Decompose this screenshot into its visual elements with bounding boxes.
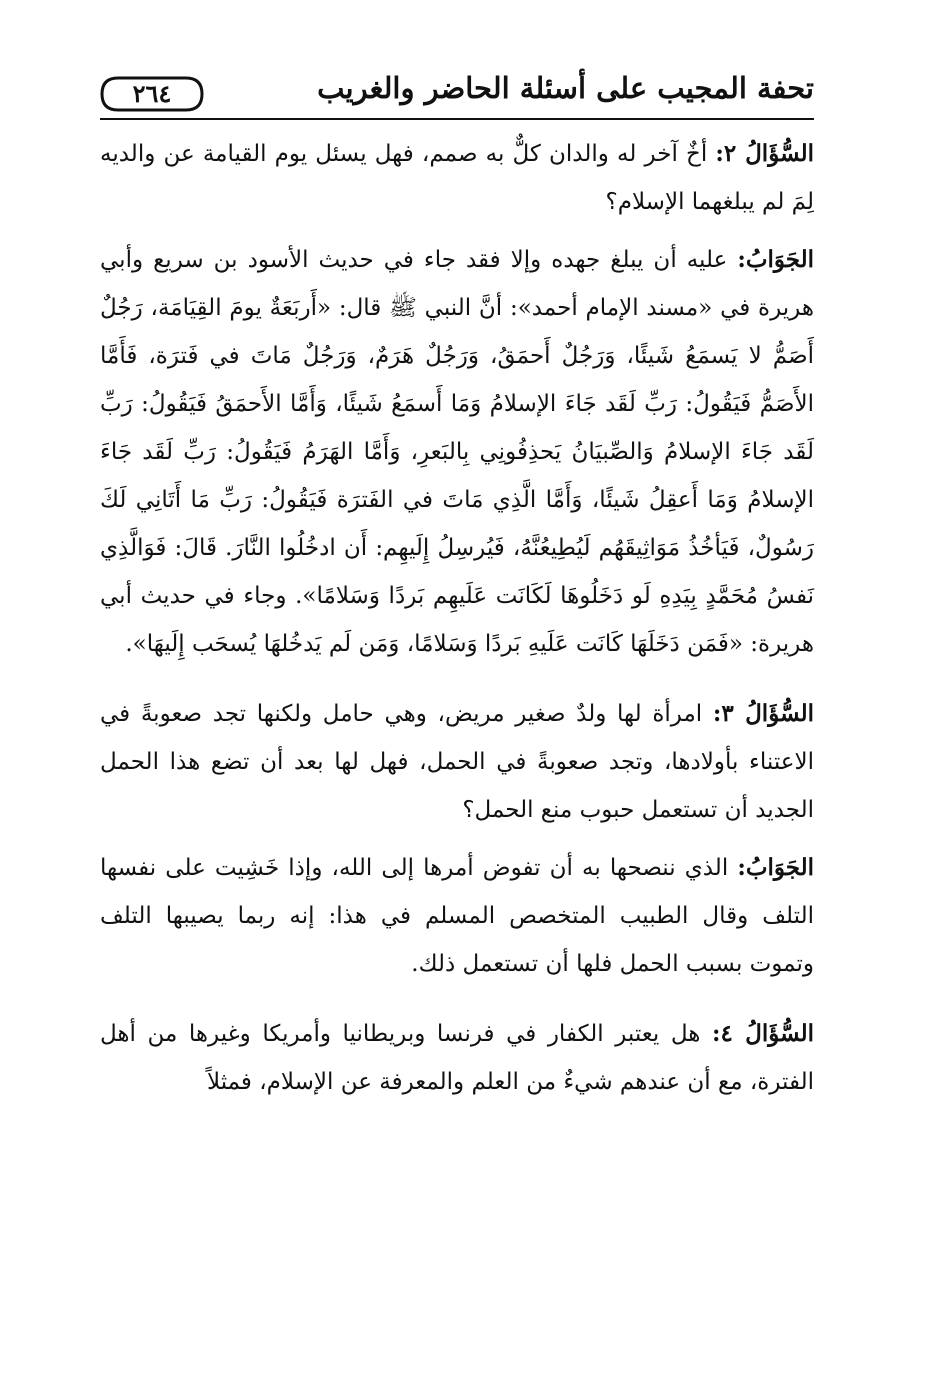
question-2 bbox=[100, 130, 814, 226]
question-text: هل يعتبر الكفار في فرنسا وبريطانيا وأمريكا وغيرها من أهل الفترة، مع أن عندهم شيءٌ من العلم والمعرفة عن الإسلام، فمثلاً bbox=[100, 1021, 814, 1095]
answer-text: الذي ننصحها به أن تفوض أمرها إلى الله، وإذا خَشِيت على نفسها التلف وقال الطبيب المتخصص المسلم في هذا: إنه ربما يصيبها التلف وتموت بسبب الحمل فلها أن تستعمل ذلك. bbox=[100, 855, 814, 977]
running-header bbox=[100, 62, 814, 122]
question-4 bbox=[100, 1010, 814, 1106]
question-label: السُّؤَالُ ٣: bbox=[712, 700, 814, 727]
answer-text: عليه أن يبلغ جهده وإلا فقد جاء في حديث الأسود بن سريع وأبي هريرة في «مسند الإمام أحمد»: أنَّ النبي ﷺ قال: «أَربَعَةٌ يومَ القِيَامَة، رَجُلٌ أَصَمُّ لا يَسمَعُ شَيئًا، وَرَجُلٌ أَحمَقُ، وَرَجُلٌ هَرَمٌ، وَرَجُلٌ مَاتَ في فَترَة، فَأَمَّا الأَصَمُّ فَيَقُولُ: رَبِّ لَقَد جَاءَ الإسلامُ وَمَا أَسمَعُ شَيئًا، وَأَمَّا الأَحمَقُ فَيَقُولُ: رَبِّ لَقَد جَاءَ الإسلامُ وَالصِّبيَانُ يَحذِفُونِي بِالبَعرِ، وَأَمَّا الهَرَمُ فَيَقُولُ: رَبِّ لَقَد جَاءَ الإسلامُ وَمَا أَعقِلُ شَيئًا، وَأَمَّا الَّذِي مَاتَ في الفَترَة فَيَقُولُ: رَبِّ مَا أَتَانِي لَكَ رَسُولٌ، فَيَأخُذُ مَوَاثِيقَهُم لَيُطِيعُنَّهُ، فَيُرسِلُ إِلَيهِم: أَن ادخُلُوا النَّارَ. قَالَ: فَوَالَّذِي نَفسُ مُحَمَّدٍ بِيَدِهِ لَو دَخَلُوهَا لَكَانَت عَلَيهِم بَردًا وَسَلامًا». وجاء في حديث أبي هريرة: «فَمَن دَخَلَهَا كَانَت عَلَيهِ بَردًا وَسَلامًا، وَمَن لَم يَدخُلهَا يُسحَب إِلَيهَا». bbox=[100, 247, 814, 657]
page-number-badge bbox=[100, 76, 204, 112]
book-title: تحفة المجيب على أسئلة الحاضر والغريب bbox=[317, 71, 814, 105]
header-rule bbox=[100, 118, 814, 120]
page-number: ٢٦٤ bbox=[132, 79, 172, 108]
question-label: السُّؤَالُ ٢: bbox=[715, 140, 814, 167]
question-text: امرأة لها ولدٌ صغير مريض، وهي حامل ولكنها تجد صعوبةً في الاعتناء بأولادها، وتجد صعوبةً في الحمل، فهل لها بعد أن تضع هذا الحمل الجديد أن تستعمل حبوب منع الحمل؟ bbox=[100, 701, 814, 823]
answer-label: الجَوَابُ: bbox=[737, 246, 815, 273]
answer-label: الجَوَابُ: bbox=[737, 854, 815, 881]
answer-3 bbox=[100, 844, 814, 988]
answer-2 bbox=[100, 236, 814, 668]
page-body bbox=[100, 130, 814, 1106]
question-text: أخٌ آخر له والدان كلٌّ به صمم، فهل يسئل يوم القيامة عن والديه لِمَ لم يبلغهما الإسلام؟ bbox=[100, 141, 814, 215]
question-label: السُّؤَالُ ٤: bbox=[711, 1020, 815, 1047]
question-3 bbox=[100, 690, 814, 834]
